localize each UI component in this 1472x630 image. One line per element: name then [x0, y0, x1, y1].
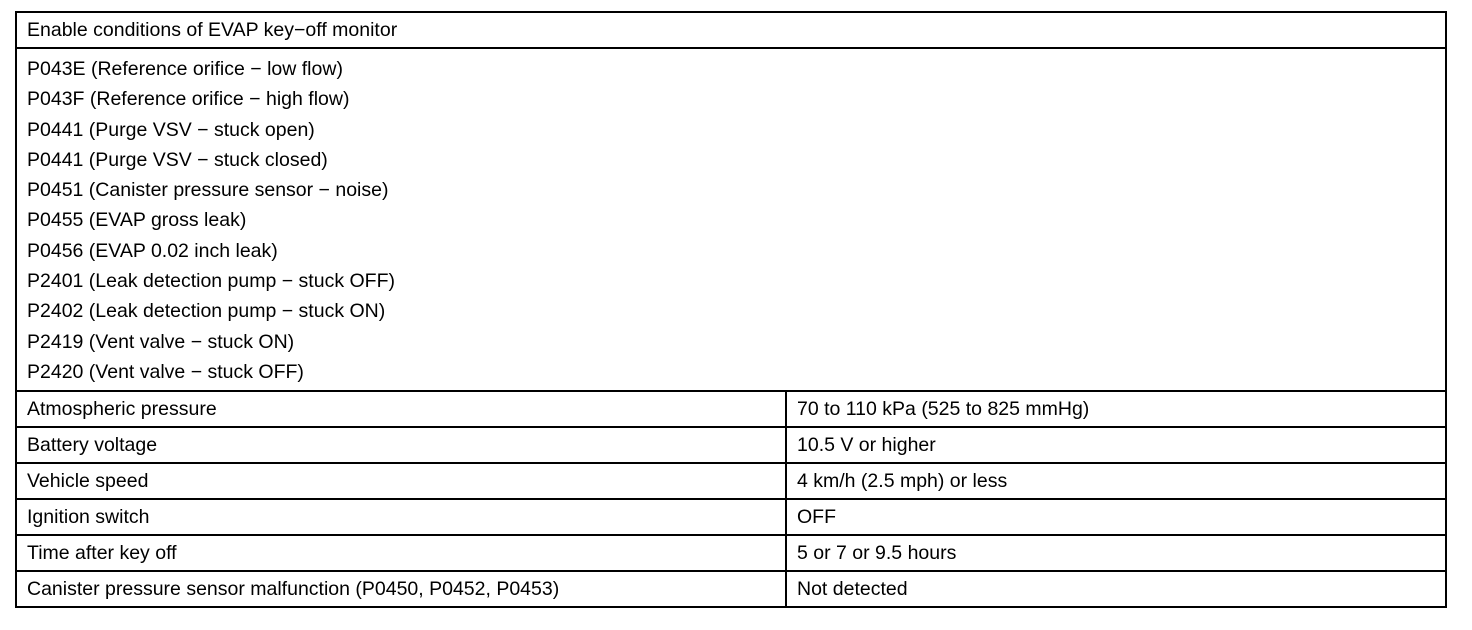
- table-row: [16, 427, 1446, 463]
- condition-value: 4 km/h (2.5 mph) or less: [786, 463, 1446, 499]
- dtc-item: P0455 (EVAP gross leak): [27, 209, 247, 232]
- dtc-list-row: [16, 48, 1446, 391]
- dtc-item: P2402 (Leak detection pump − stuck ON): [27, 300, 386, 323]
- condition-value: 70 to 110 kPa (525 to 825 mmHg): [786, 391, 1446, 427]
- condition-item: Vehicle speed: [16, 463, 786, 499]
- condition-value: 5 or 7 or 9.5 hours: [786, 535, 1446, 571]
- dtc-item: P043F (Reference orifice − high flow): [27, 88, 350, 111]
- table-title-row: [16, 12, 1446, 48]
- condition-item: Time after key off: [16, 535, 786, 571]
- condition-item: Canister pressure sensor malfunction (P0450, P0452, P0453): [16, 571, 786, 607]
- condition-value: Not detected: [786, 571, 1446, 607]
- dtc-item: P0441 (Purge VSV − stuck closed): [27, 148, 328, 171]
- dtc-item: P2420 (Vent valve − stuck OFF): [27, 360, 304, 383]
- dtc-item: P0451 (Canister pressure sensor − noise): [27, 179, 389, 202]
- dtc-item: P0456 (EVAP 0.02 inch leak): [27, 239, 278, 262]
- table-title: Enable conditions of EVAP key−off monitor: [16, 12, 1446, 48]
- table-row: [16, 499, 1446, 535]
- table-row: [16, 463, 1446, 499]
- condition-item: Atmospheric pressure: [16, 391, 786, 427]
- dtc-item: P0441 (Purge VSV − stuck open): [27, 118, 315, 141]
- dtc-list: [16, 48, 1446, 391]
- condition-value: OFF: [786, 499, 1446, 535]
- dtc-item: P2419 (Vent valve − stuck ON): [27, 330, 295, 353]
- table-row: [16, 391, 1446, 427]
- condition-item: Ignition switch: [16, 499, 786, 535]
- dtc-item: P2401 (Leak detection pump − stuck OFF): [27, 270, 395, 293]
- dtc-item: P043E (Reference orifice − low flow): [27, 58, 343, 80]
- condition-value: 10.5 V or higher: [786, 427, 1446, 463]
- table-row: [16, 571, 1446, 607]
- table-row: [16, 535, 1446, 571]
- enable-conditions-table: [15, 11, 1447, 608]
- condition-item: Battery voltage: [16, 427, 786, 463]
